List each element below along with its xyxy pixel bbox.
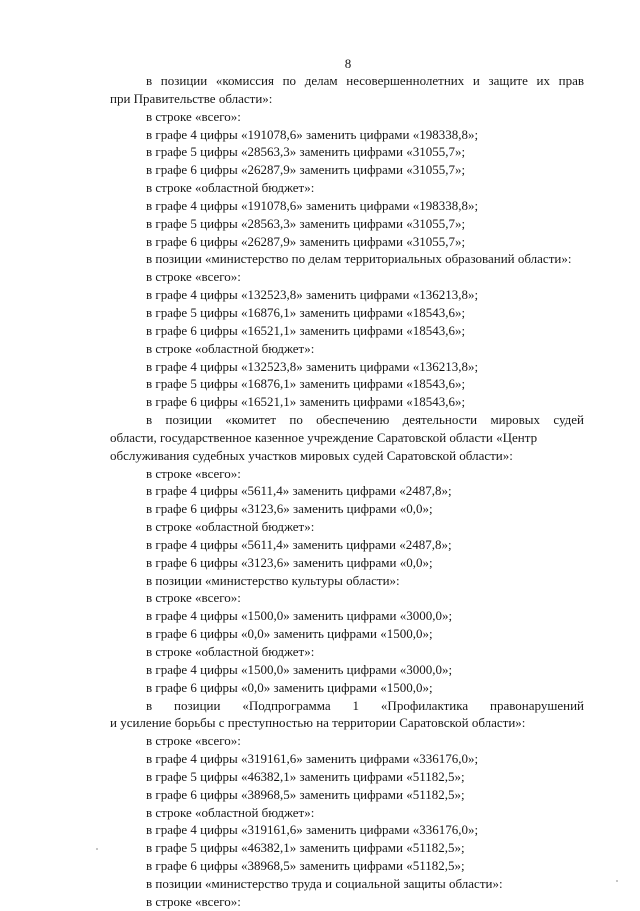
text-line: в графе 6 цифры «38968,5» заменить цифрами «51182,5»; [146,858,465,874]
text-line: в графе 4 цифры «1500,0» заменить цифрами «3000,0»; [146,661,453,677]
text-line: в графе 5 цифры «16876,1» заменить цифрами «18543,6»; [146,376,466,392]
text-line: обслуживания судебных участков мировых судей Саратовской области»: [110,447,513,463]
text-line: в графе 6 цифры «26287,9» заменить цифрами «31055,7»; [146,162,466,178]
text-line: в позиции «Подпрограмма 1 «Профилактика правонарушений [146,697,584,713]
text-line: в графе 6 цифры «16521,1» заменить цифрами «18543,6»; [146,394,466,410]
scan-speck [616,880,618,882]
text-line: в строке «областной бюджет»: [146,340,315,356]
text-line: в графе 6 цифры «26287,9» заменить цифрами «31055,7»; [146,233,466,249]
text-line: в графе 5 цифры «28563,3» заменить цифрами «31055,7»; [146,144,466,160]
scan-speck [96,848,98,850]
text-line: в графе 6 цифры «0,0» заменить цифрами «1500,0»; [146,626,433,642]
text-line: в графе 4 цифры «191078,6» заменить цифрами «198338,8»; [146,126,479,142]
text-line: в позиции «комиссия по делам несовершеннолетних и защите их прав [146,73,584,88]
text-line: в графе 6 цифры «3123,6» заменить цифрами «0,0»; [146,554,433,570]
text-line: в строке «областной бюджет»: [146,519,315,535]
text-line: в строке «областной бюджет»: [146,180,315,196]
document-body [110,72,584,911]
text-line: в графе 6 цифры «38968,5» заменить цифрами «51182,5»; [146,786,465,802]
text-line: в позиции «министерство труда и социальной защиты области»: [146,875,503,891]
text-line: в строке «всего»: [146,465,241,481]
text-line: в графе 6 цифры «3123,6» заменить цифрами «0,0»; [146,501,433,517]
text-line: и усиление борьбы с преступностью на территории Саратовской области»: [110,715,526,731]
text-line: в позиции «министерство по делам территориальных образований области»: [146,251,572,267]
text-line: в строке «всего»: [146,108,241,124]
text-line: в графе 5 цифры «16876,1» заменить цифрами «18543,6»; [146,304,466,320]
text-line: в графе 6 цифры «0,0» заменить цифрами «1500,0»; [146,679,433,695]
text-line: в графе 6 цифры «16521,1» заменить цифрами «18543,6»; [146,322,466,338]
text-line: в графе 5 цифры «28563,3» заменить цифрами «31055,7»; [146,215,466,231]
text-line: в строке «областной бюджет»: [146,644,315,659]
text-line: в графе 5 цифры «46382,1» заменить цифрами «51182,5»; [146,768,465,784]
page-number: 8 [344,56,352,71]
text-line: в графе 4 цифры «319161,6» заменить цифрами «336176,0»; [146,751,479,767]
text-line: в позиции «комитет по обеспечению деятельности мировых судей [146,412,584,428]
text-line: в строке «всего»: [146,733,241,749]
text-line: в строке «всего»: [146,590,241,606]
text-line: в позиции «министерство культуры области»: [146,572,400,588]
text-line: в строке «областной бюджет»: [146,804,315,820]
text-line: области, государственное казенное учреждение Саратовской области «Центр [110,429,538,445]
text-line: в графе 4 цифры «132523,8» заменить цифрами «136213,8»; [146,287,479,303]
text-line: в графе 4 цифры «5611,4» заменить цифрами «2487,8»; [146,483,452,499]
text-line: в графе 4 цифры «132523,8» заменить цифрами «136213,8»; [146,358,479,374]
text-line: в строке «всего»: [146,269,241,285]
text-line: в графе 4 цифры «1500,0» заменить цифрами «3000,0»; [146,608,453,624]
text-line: в графе 5 цифры «46382,1» заменить цифрами «51182,5»; [146,840,465,856]
text-line: в графе 4 цифры «5611,4» заменить цифрами «2487,8»; [146,536,452,552]
text-line: в графе 4 цифры «191078,6» заменить цифрами «198338,8»; [146,197,479,213]
text-line: в строке «всего»: [146,893,241,909]
text-line: в графе 4 цифры «319161,6» заменить цифрами «336176,0»; [146,822,479,838]
text-line: при Правительстве области»: [110,90,273,106]
